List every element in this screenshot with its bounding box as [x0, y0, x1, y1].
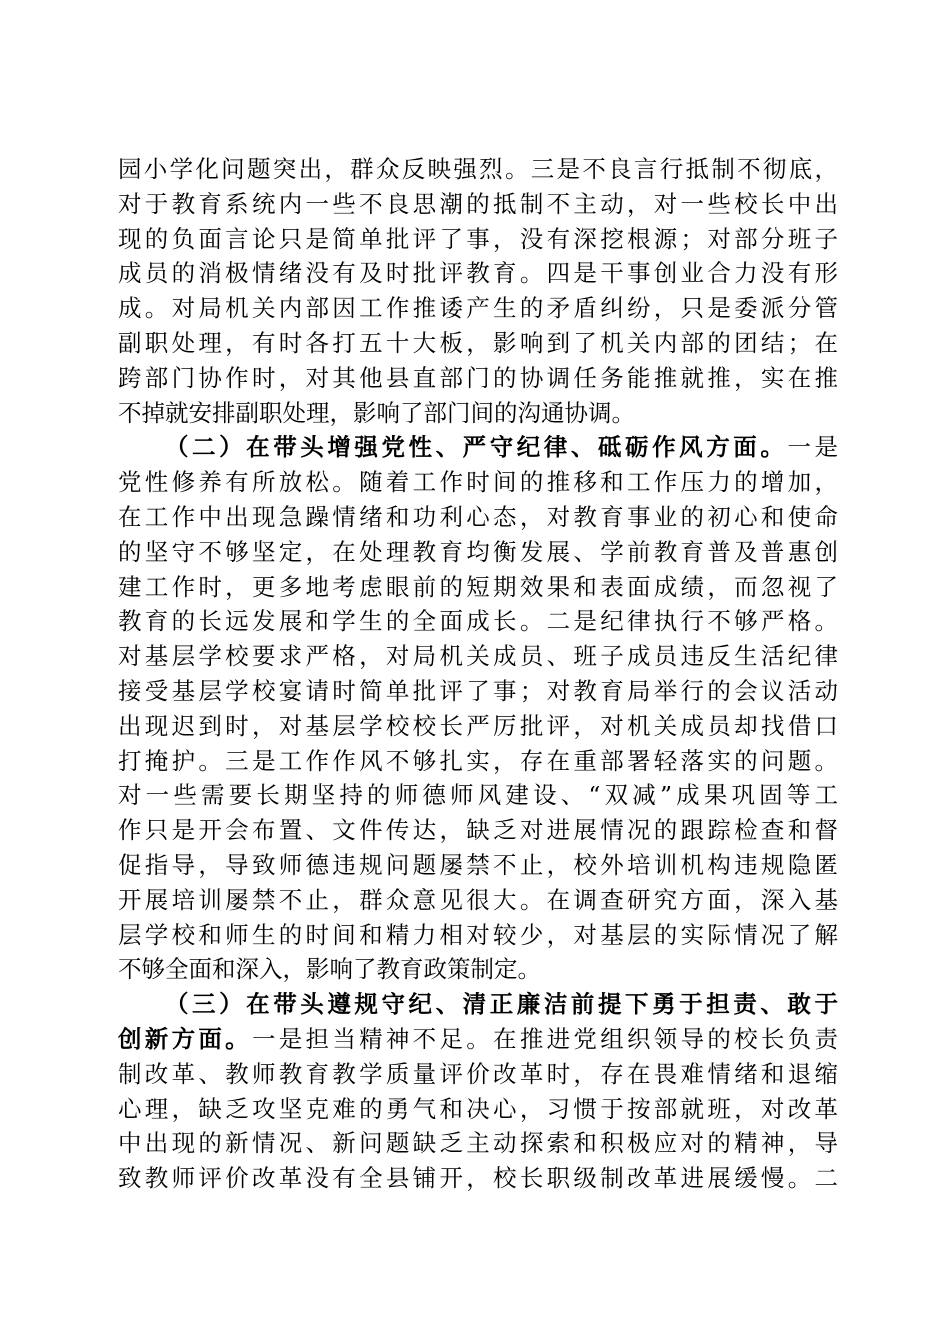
text-line: 层学校和师生的时间和精力相对较少，对基层的实际情况了解 — [118, 920, 838, 949]
text-line: 跨部门协作时，对其他县直部门的协调任务能推就推，实在推 — [118, 363, 838, 392]
text-line: 在工作中出现急躁情绪和功利心态，对教育事业的初心和使命 — [118, 502, 838, 531]
text-line: 致教师评价改革没有全县铺开，校长职级制改革进展缓慢。二 — [118, 1164, 838, 1193]
text-line: 对基层学校要求严格，对局机关成员、班子成员违反生活纪律 — [118, 642, 838, 671]
section-heading: （二）在带头增强党性、严守纪律、砥砺作风方面。 — [165, 433, 788, 462]
text-line: 作只是开会布置、文件传达，缺乏对进展情况的跟踪检查和督 — [118, 816, 838, 845]
text-line: 不够全面和深入，影响了教育政策制定。 — [118, 955, 541, 984]
text-line: 建工作时，更多地考虑眼前的短期效果和表面成绩，而忽视了 — [118, 572, 838, 601]
text-line: 教育的长远发展和学生的全面成长。二是纪律执行不够严格。 — [118, 607, 838, 636]
text-run: 一是担当精神不足。在推进党组织领导的校长负责 — [251, 1024, 839, 1053]
text-line: 副职处理，有时各打五十大板，影响到了机关内部的团结；在 — [118, 328, 838, 357]
text-line: 开展培训屡禁不止，群众意见很大。在调查研究方面，深入基 — [118, 885, 838, 914]
text-line: 接受基层学校宴请时简单批评了事；对教育局举行的会议活动 — [118, 676, 838, 705]
text-line: 中出现的新情况、新问题缺乏主动探索和积极应对的精神，导 — [118, 1129, 838, 1158]
text-line: 打掩护。三是工作作风不够扎实，存在重部署轻落实的问题。 — [118, 746, 838, 775]
section-heading: 创新方面。 — [118, 1024, 252, 1053]
text-line: 的坚守不够坚定，在处理教育均衡发展、学前教育普及普惠创 — [118, 537, 838, 566]
text-line: 不掉就安排副职处理，影响了部门间的沟通协调。 — [118, 398, 635, 427]
text-run: 一是 — [787, 433, 838, 462]
document-body — [118, 152, 838, 1196]
section-heading: （三）在带头遵规守纪、清正廉洁前提下勇于担责、敢于 — [165, 990, 838, 1019]
text-line: 成。对局机关内部因工作推诿产生的矛盾纠纷，只是委派分管 — [118, 294, 838, 323]
section-heading-line — [118, 1022, 838, 1057]
text-line: 成员的消极情绪没有及时批评教育。四是干事创业合力没有形 — [118, 259, 838, 288]
text-line: 对一些需要长期坚持的师德师风建设、“双减”成果巩固等工 — [118, 781, 838, 810]
text-line: 对于教育系统内一些不良思潮的抵制不主动，对一些校长中出 — [118, 189, 838, 218]
text-line: 促指导，导致师德违规问题屡禁不止，校外培训机构违规隐匿 — [118, 850, 838, 879]
text-line: 园小学化问题突出，群众反映强烈。三是不良言行抵制不彻底， — [118, 155, 838, 183]
text-line: 党性修养有所放松。随着工作时间的推移和工作压力的增加， — [118, 468, 838, 497]
text-line: 现的负面言论只是简单批评了事，没有深挖根源；对部分班子 — [118, 224, 838, 253]
text-line: 制改革、教师教育教学质量评价改革时，存在畏难情绪和退缩 — [118, 1059, 838, 1088]
text-line: 心理，缺乏攻坚克难的勇气和决心，习惯于按部就班，对改革 — [118, 1094, 838, 1123]
text-line: 出现迟到时，对基层学校校长严厉批评，对机关成员却找借口 — [118, 711, 838, 740]
section-heading-line — [118, 430, 838, 465]
section-heading-line — [118, 987, 838, 1022]
